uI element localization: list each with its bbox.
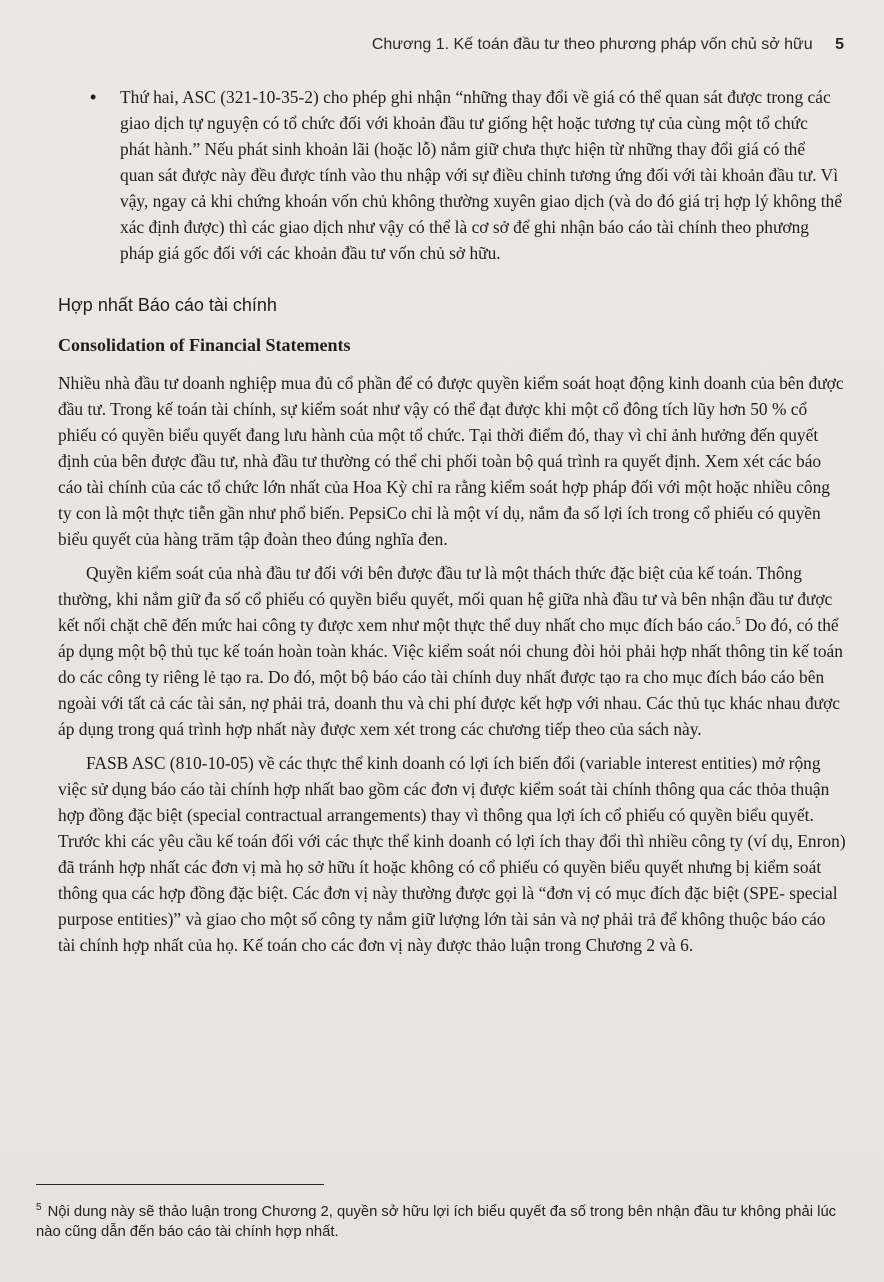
bullet-paragraph <box>90 84 842 266</box>
section-title-english: Consolidation of Financial Statements <box>58 335 351 355</box>
bullet-text: Thứ hai, ASC (321-10-35-2) cho phép ghi nhận “những thay đổi về giá có thể quan sát được trong các giao dịch tự nguyện có tổ chức đối với khoản đầu tư giống hệt hoặc tương tự của cùng một tổ chức phát hành.” Nếu phát sinh khoản lãi (hoặc lỗ) nắm giữ chưa thực hiện từ những thay đổi giá có thể quan sát được này đều được tính vào thu nhập với sự điều chỉnh tương ứng đối với tài khoản đầu tư. Vì vậy, ngay cả khi chứng khoán vốn chủ không thường xuyên giao dịch (và do đó giá trị hợp lý không thể xác định được) thì các giao dịch như vậy có thể là cơ sở để ghi nhận báo cáo tài chính theo phương pháp giá gốc đối với các khoản đầu tư vốn chủ sở hữu. <box>120 87 842 263</box>
paragraph-2-part-2: Do đó, có thể áp dụng một bộ thủ tục kế toán hoàn toàn khác. Việc kiểm soát nói chung đòi hỏi phải hợp nhất thông tin kế toán do các công ty riêng lẻ tạo ra. Do đó, một bộ báo cáo tài chính duy nhất được tạo ra cho mục đích báo cáo bên ngoài với tất cả các tài sản, nợ phải trả, doanh thu và chi phí được kết hợp với nhau. Các thủ tục khác nhau được áp dụng trong quá trình hợp nhất này được xem xét trong các chương tiếp theo của sách này. <box>58 615 843 739</box>
paragraph-2 <box>58 560 846 742</box>
bullet-icon: • <box>90 87 97 107</box>
footnote-text: Nội dung này sẽ thảo luận trong Chương 2, quyền sở hữu lợi ích biểu quyết đa số trong bên nhận đầu tư không phải lúc nào cũng dẫn đến báo cáo tài chính hợp nhất. <box>36 1203 837 1240</box>
page-number: 5 <box>835 36 844 53</box>
paragraph-3: FASB ASC (810-10-05) về các thực thể kinh doanh có lợi ích biến đổi (variable interest entities) mở rộng việc sử dụng báo cáo tài chính hợp nhất bao gồm các đơn vị được kiểm soát tài chính thông qua các thỏa thuận hợp đồng đặc biệt (special contractual arrangements) thay vì thông qua lợi ích cổ phiếu có quyền biểu quyết. Trước khi các yêu cầu kế toán đối với các thực thể kinh doanh có lợi ích thay đổi thì nhiều công ty (ví dụ, Enron) đã tránh hợp nhất các đơn vị mà họ sở hữu ít hoặc không có cổ phiếu có quyền biểu quyết nhưng bị kiểm soát thông qua các hợp đồng đặc biệt. Các đơn vị này thường được gọi là “đơn vị có mục đích đặc biệt (SPE- special purpose entities)” và giao cho một số công ty nắm giữ lượng lớn tài sản và nợ phải trả để không thuộc báo cáo tài chính hợp nhất của họ. Kế toán cho các đơn vị này được thảo luận trong Chương 2 và 6. <box>58 753 846 955</box>
section-title-vietnamese: Hợp nhất Báo cáo tài chính <box>58 295 277 315</box>
main-text <box>58 84 846 966</box>
footnote <box>36 1198 846 1242</box>
footnote-divider <box>36 1184 324 1185</box>
paragraph-1: Nhiều nhà đầu tư doanh nghiệp mua đủ cổ phần để có được quyền kiểm soát hoạt động kinh doanh của bên được đầu tư. Trong kế toán tài chính, sự kiểm soát như vậy có thể đạt được khi một cổ đông tích lũy hơn 50 % cổ phiếu có quyền biểu quyết đang lưu hành của một tổ chức. Tại thời điểm đó, thay vì chỉ ảnh hưởng đến quyết định của bên được đầu tư, nhà đầu tư thường có thể chi phối toàn bộ quá trình ra quyết định. Xem xét các báo cáo tài chính của các tổ chức lớn nhất của Hoa Kỳ chỉ ra rằng kiểm soát hợp pháp đối với một hoặc nhiều công ty con là một thực tiễn gần như phổ biến. PepsiCo chỉ là một ví dụ, nắm đa số lợi ích trong cổ phiếu có quyền biểu quyết của hàng trăm tập đoàn theo đúng nghĩa đen. <box>58 373 844 549</box>
running-header <box>40 36 844 54</box>
footnote-reference: 5 <box>735 616 741 628</box>
chapter-title: Chương 1. Kế toán đầu tư theo phương pháp vốn chủ sở hữu <box>371 36 813 53</box>
footnote-mark: 5 <box>36 1202 42 1213</box>
paragraph-2-part-1: Quyền kiểm soát của nhà đầu tư đối với bên được đầu tư là một thách thức đặc biệt của kế toán. Thông thường, khi nắm giữ đa số cổ phiếu có quyền biểu quyết, mối quan hệ giữa nhà đầu tư và bên nhận đầu tư được kết nối chặt chẽ đến mức hai công ty được xem như một thực thể duy nhất cho mục đích báo cáo. <box>58 563 833 635</box>
